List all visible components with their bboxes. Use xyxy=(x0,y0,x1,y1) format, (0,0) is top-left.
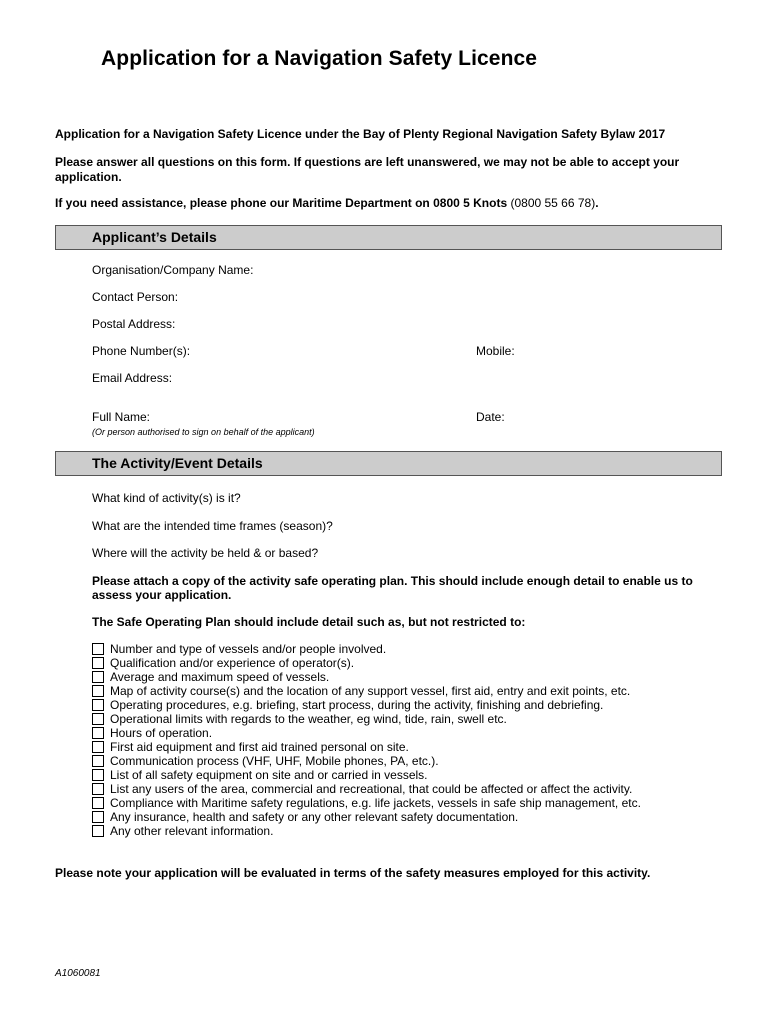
date-label: Date: xyxy=(476,410,505,424)
checklist-item-label: Map of activity course(s) and the location of any support vessel, first aid, entry and exit points, etc. xyxy=(110,684,631,698)
checkbox[interactable] xyxy=(92,783,104,795)
checklist-item xyxy=(92,726,641,740)
checklist-item xyxy=(92,782,641,796)
document-reference: A1060081 xyxy=(55,968,101,979)
checklist-item xyxy=(92,642,641,656)
intro-assistance xyxy=(55,196,725,211)
checklist-item-label: Average and maximum speed of vessels. xyxy=(110,670,330,684)
checkbox[interactable] xyxy=(92,657,104,669)
intro-answer-all: Please answer all questions on this form. If questions are left unanswered, we may not be able to accept your application. xyxy=(55,155,680,184)
checklist-item-label: List of all safety equipment on site and or carried in vessels. xyxy=(110,768,428,782)
checklist-item xyxy=(92,670,641,684)
checklist-item-label: First aid equipment and first aid trained personal on site. xyxy=(110,740,409,754)
assistance-phone: (0800 55 66 78) xyxy=(507,196,596,210)
mobile-label: Mobile: xyxy=(476,344,515,358)
attach-plan-note: Please attach a copy of the activity safe operating plan. This should include enough detail to enable us to assess your application. xyxy=(92,574,693,602)
checklist-item-label: Communication process (VHF, UHF, Mobile phones, PA, etc.). xyxy=(110,754,439,768)
full-name-label: Full Name: xyxy=(92,410,151,424)
checklist-item xyxy=(92,712,641,726)
activity-kind-question: What kind of activity(s) is it? xyxy=(92,491,241,505)
sop-intro: The Safe Operating Plan should include detail such as, but not restricted to: xyxy=(92,615,526,629)
applicant-details-header xyxy=(55,225,722,250)
checkbox[interactable] xyxy=(92,713,104,725)
evaluation-note: Please note your application will be evaluated in terms of the safety measures employed for this activity. xyxy=(55,866,651,880)
checkbox[interactable] xyxy=(92,825,104,837)
postal-address-label: Postal Address: xyxy=(92,317,176,331)
checklist-item-label: Hours of operation. xyxy=(110,726,213,740)
checkbox[interactable] xyxy=(92,643,104,655)
checklist-item xyxy=(92,768,641,782)
assistance-end: . xyxy=(595,196,599,210)
location-question: Where will the activity be held & or based? xyxy=(92,546,319,560)
checklist-item xyxy=(92,796,641,810)
checklist-item-label: Operational limits with regards to the weather, eg wind, tide, rain, swell etc. xyxy=(110,712,507,726)
applicant-details-title: Applicant’s Details xyxy=(92,229,217,245)
checkbox[interactable] xyxy=(92,727,104,739)
page-title: Application for a Navigation Safety Licence xyxy=(101,47,538,70)
time-frames-question: What are the intended time frames (season)? xyxy=(92,519,333,533)
full-name-note: (Or person authorised to sign on behalf of the applicant) xyxy=(92,427,315,437)
checkbox[interactable] xyxy=(92,741,104,753)
checklist-item xyxy=(92,824,641,838)
checklist-item xyxy=(92,754,641,768)
checkbox[interactable] xyxy=(92,769,104,781)
activity-details-title: The Activity/Event Details xyxy=(92,455,263,471)
email-address-label: Email Address: xyxy=(92,371,173,385)
checkbox[interactable] xyxy=(92,797,104,809)
sop-checklist xyxy=(92,642,641,838)
checklist-item-label: Compliance with Maritime safety regulations, e.g. life jackets, vessels in safe ship management, etc. xyxy=(110,796,641,810)
phone-numbers-label: Phone Number(s): xyxy=(92,344,191,358)
checklist-item xyxy=(92,684,641,698)
checklist-item-label: Number and type of vessels and/or people involved. xyxy=(110,642,387,656)
intro-bylaw-line: Application for a Navigation Safety Licence under the Bay of Plenty Regional Navigation Safety Bylaw 2017 xyxy=(55,127,666,141)
checkbox[interactable] xyxy=(92,755,104,767)
checkbox[interactable] xyxy=(92,811,104,823)
checkbox[interactable] xyxy=(92,671,104,683)
checklist-item-label: Operating procedures, e.g. briefing, start process, during the activity, finishing and debriefing. xyxy=(110,698,604,712)
activity-details-header xyxy=(55,451,722,476)
assistance-text: If you need assistance, please phone our Maritime Department on 0800 5 Knots xyxy=(55,196,508,210)
checklist-item xyxy=(92,740,641,754)
checklist-item-label: Qualification and/or experience of operator(s). xyxy=(110,656,355,670)
checkbox[interactable] xyxy=(92,699,104,711)
checkbox[interactable] xyxy=(92,685,104,697)
checklist-item xyxy=(92,698,641,712)
checklist-item-label: Any insurance, health and safety or any other relevant safety documentation. xyxy=(110,810,519,824)
organisation-label: Organisation/Company Name: xyxy=(92,263,254,277)
checklist-item xyxy=(92,810,641,824)
checklist-item-label: List any users of the area, commercial and recreational, that could be affected or affect the activity. xyxy=(110,782,633,796)
checklist-item-label: Any other relevant information. xyxy=(110,824,274,838)
checklist-item xyxy=(92,656,641,670)
contact-person-label: Contact Person: xyxy=(92,290,179,304)
